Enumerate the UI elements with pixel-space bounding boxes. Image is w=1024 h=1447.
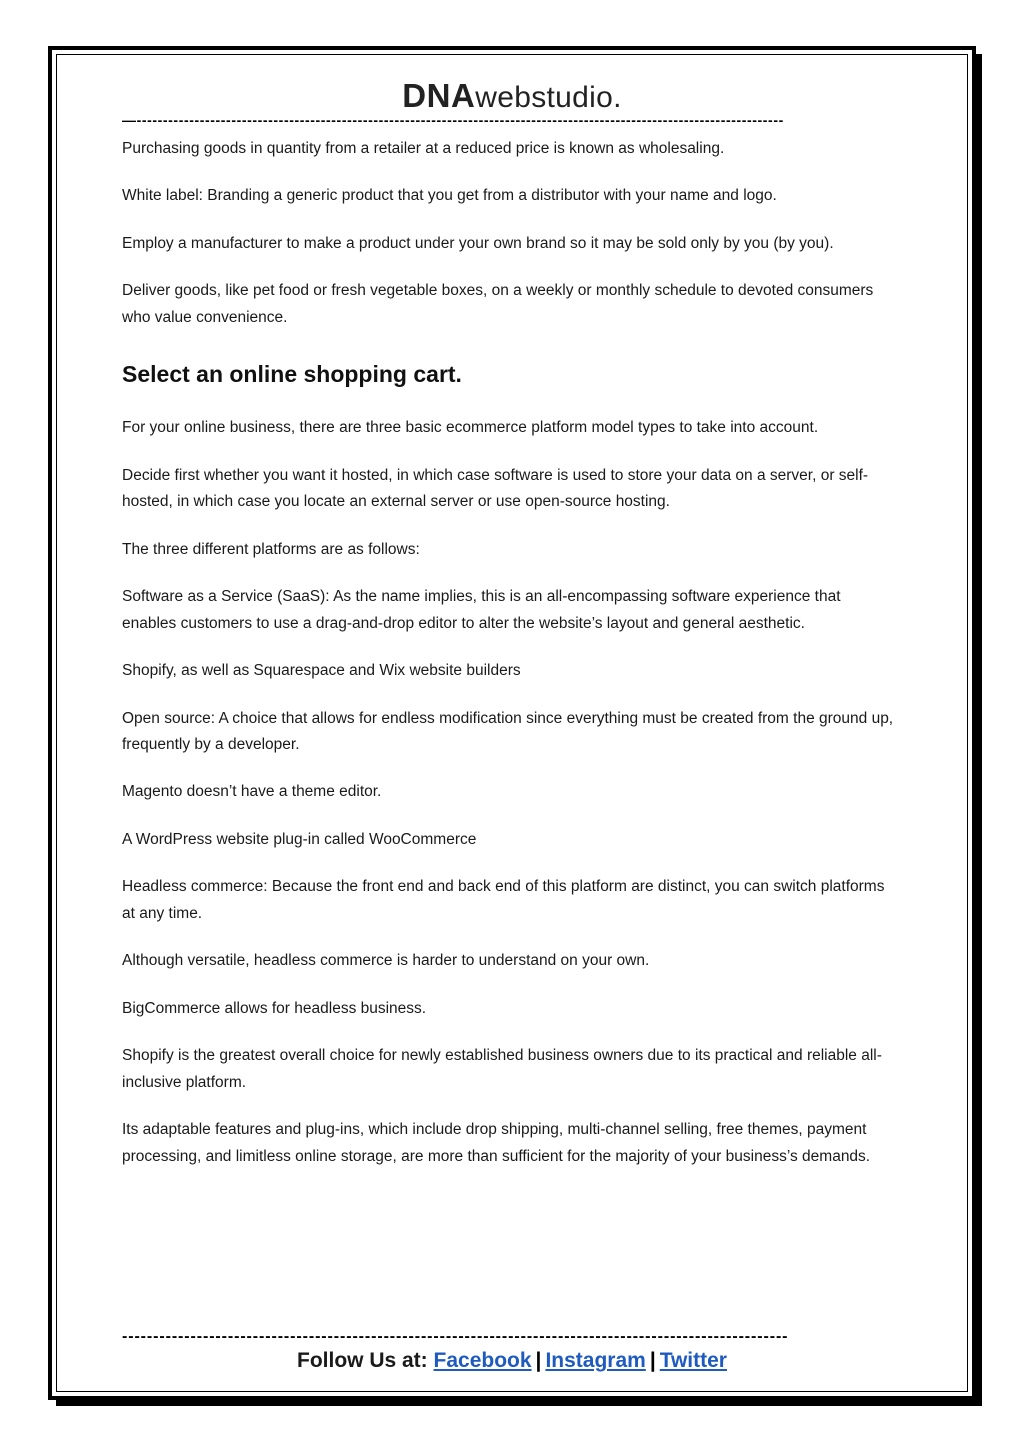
paragraph: Open source: A choice that allows for endless modification since everything must be created from the ground up, frequently by a developer. [122,709,894,754]
paragraph: Shopify, as well as Squarespace and Wix website builders [122,662,521,680]
paragraph: A WordPress website plug-in called WooCommerce [122,830,477,848]
paragraph: Its adaptable features and plug-ins, which include drop shipping, multi-channel selling, free themes, payment processing, and limitless online storage, are more than sufficient for the majority of your business’s demands. [122,1121,871,1165]
paragraph: Deliver goods, like pet food or fresh vegetable boxes, on a weekly or monthly schedule to devoted consumers who value convenience. [122,282,874,326]
footer-divider: | [649,1349,656,1372]
paragraph: The three different platforms are as follows: [122,540,420,558]
logo-dna-text: DNA [402,77,476,114]
paragraph: Headless commerce: Because the front end and back end of this platform are distinct, you can switch platforms at any time. [122,878,885,922]
footer-separator: ----------------------------------------------------------------------------------------------------------- [122,1328,789,1345]
article-body [122,136,896,1191]
paragraph: White label: Branding a generic product that you get from a distributor with your name and logo. [122,187,777,205]
paragraph: Employ a manufacturer to make a product under your own brand so it may be sold only by you (by you). [122,234,834,252]
footer-social [52,1346,972,1376]
footer-divider: | [535,1349,542,1372]
brand-logo [52,78,972,116]
paragraph: Shopify is the greatest overall choice for newly established business owners due to its practical and reliable all-inclusive platform. [122,1047,882,1091]
paragraph: Software as a Service (SaaS): As the name implies, this is an all-encompassing software experience that enables customers to use a drag-and-drop editor to alter the website’s layout and general aesthetic. [122,588,841,632]
logo-webstudio-text: webstudio. [475,81,622,114]
paragraph: BigCommerce allows for headless business. [122,999,427,1017]
follow-label: Follow Us at: [297,1349,428,1372]
twitter-link[interactable]: Twitter [659,1349,727,1372]
facebook-link[interactable]: Facebook [433,1349,532,1372]
paragraph: Purchasing goods in quantity from a retailer at a reduced price is known as wholesaling. [122,140,725,157]
page-frame [48,46,976,1400]
paragraph: Although versatile, headless commerce is harder to understand on your own. [122,952,650,970]
header-separator: —--------------------------------------------------------------------------------------------------------------------------- [122,112,784,128]
paragraph: For your online business, there are three basic ecommerce platform model types to take into account. [122,419,819,437]
instagram-link[interactable]: Instagram [545,1349,646,1372]
paragraph: Magento doesn’t have a theme editor. [122,783,382,801]
paragraph: Decide first whether you want it hosted, in which case software is used to store your data on a server, or self-hosted, in which case you locate an external server or use open-source hosting. [122,466,869,511]
section-heading: Select an online shopping cart. [122,361,462,388]
